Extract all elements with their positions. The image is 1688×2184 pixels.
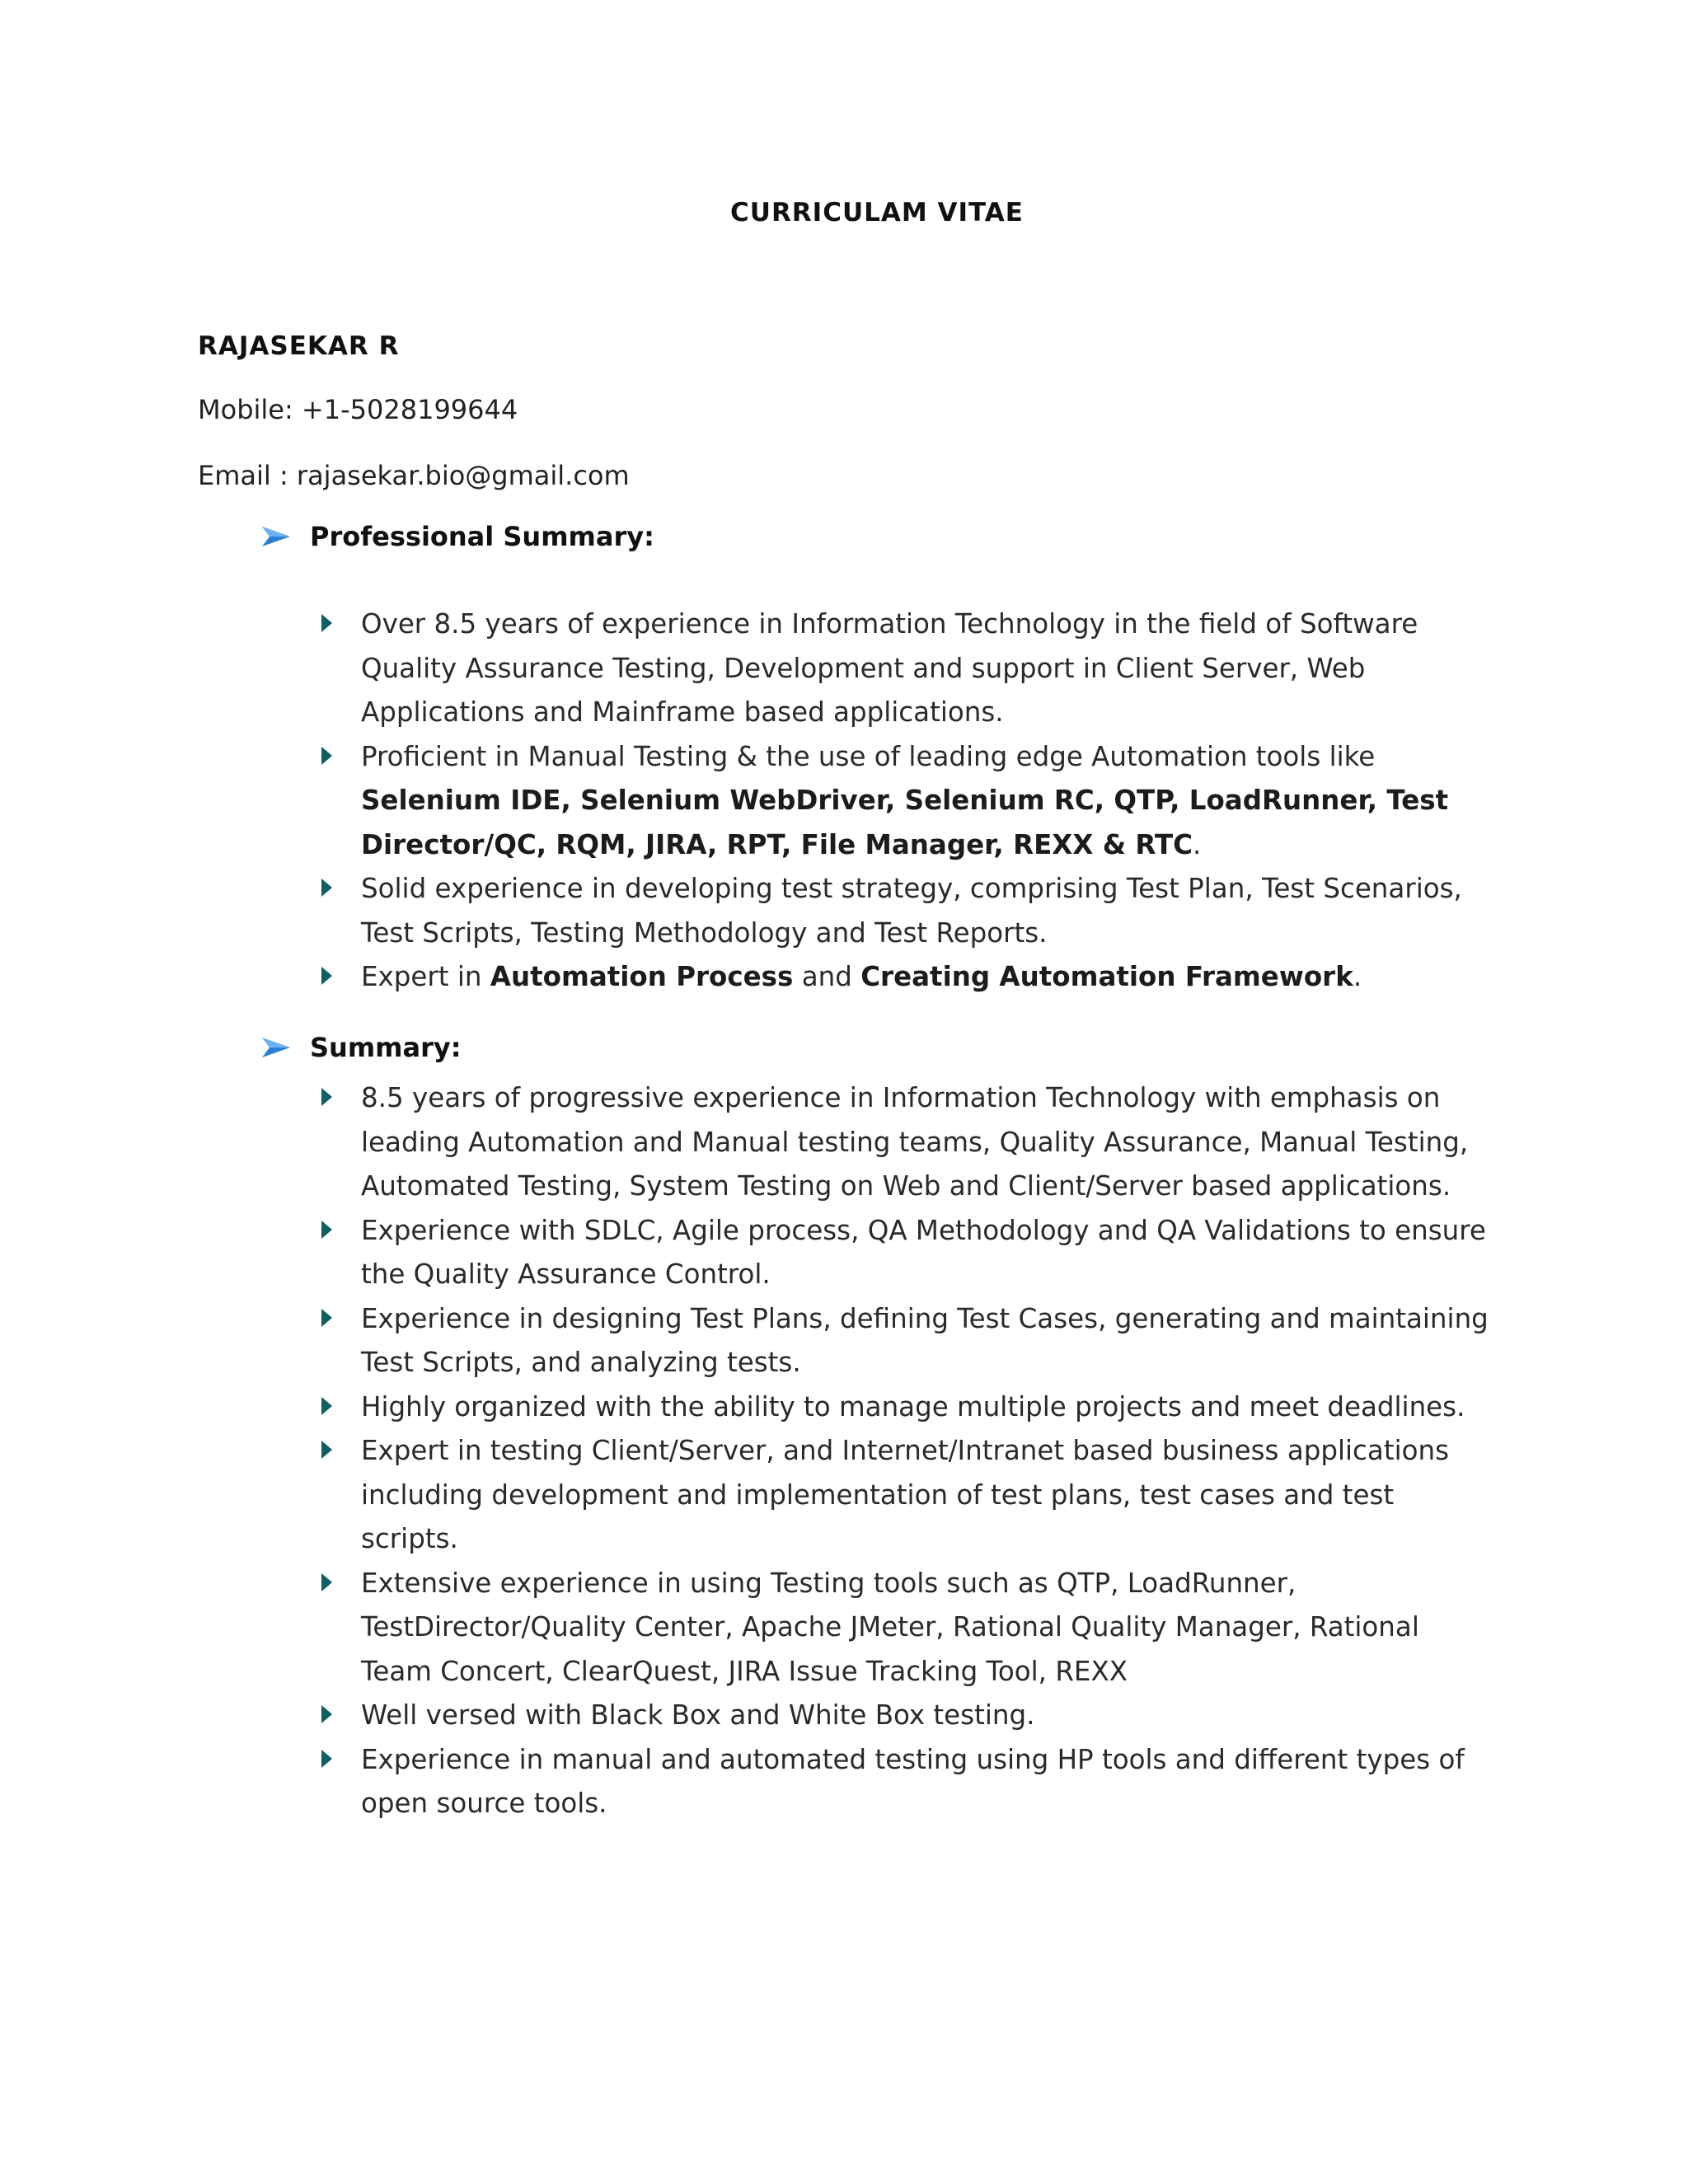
professional-summary-list [320,602,1490,1000]
triangle-bullet-icon [321,747,332,765]
tools-list: Selenium IDE, Selenium WebDriver, Selenium RC, QTP, LoadRunner, Test Director/QC, RQM, JIRA, RPT, File Manager, REXX & RTC [361,785,1449,860]
document-title: CURRICULAM VITAE [730,198,1024,227]
professional-summary-heading [262,521,654,552]
list-item: Extensive experience in using Testing tools such as QTP, LoadRunner, TestDirector/Quality Center, Apache JMeter, Rational Quality Manager, Rational Team Concert, ClearQuest, JIRA Issue Tracking Tool, REXX [320,1562,1490,1694]
emphasis-text: Creating Automation Framework [860,961,1353,992]
section-title: Professional Summary: [310,521,654,552]
list-item: Highly organized with the ability to manage multiple projects and meet deadlines. [320,1385,1490,1430]
triangle-bullet-icon [321,614,332,632]
list-item: Well versed with Black Box and White Box testing. [320,1694,1490,1738]
triangle-bullet-icon [321,967,332,985]
list-item: Proficient in Manual Testing & the use of leading edge Automation tools like Selenium IDE, Selenium WebDriver, Selenium RC, QTP, LoadRunner, Test Director/QC, RQM, JIRA, RPT, File Manager, REXX & RTC. [320,735,1490,868]
triangle-bullet-icon [321,1441,332,1459]
email-address[interactable]: rajasekar.bio@gmail.com [296,460,630,491]
list-item: 8.5 years of progressive experience in Information Technology with emphasis on leading Automation and Manual testing teams, Quality Assurance, Manual Testing, Automated Testing, System Testing on Web and Client/Server based applications. [320,1076,1490,1209]
list-item: Expert in Automation Process and Creating Automation Framework. [320,955,1490,1000]
summary-heading [262,1032,462,1063]
triangle-bullet-icon [321,1573,332,1591]
triangle-bullet-icon [321,1221,332,1239]
email-label: Email : [198,460,288,491]
list-item: Experience with SDLC, Agile process, QA Methodology and QA Validations to ensure the Quality Assurance Control. [320,1209,1490,1297]
email-line [198,460,630,491]
triangle-bullet-icon [321,1750,332,1768]
triangle-bullet-icon [321,1088,332,1106]
mobile-label: Mobile: [198,394,293,425]
arrow-bullet-icon [262,1037,290,1058]
list-item: Expert in testing Client/Server, and Internet/Intranet based business applications including development and implementation of test plans, test cases and test scripts. [320,1429,1490,1562]
triangle-bullet-icon [321,879,332,897]
list-item: Over 8.5 years of experience in Information Technology in the field of Software Quality Assurance Testing, Development and support in Client Server, Web Applications and Mainframe based applications. [320,602,1490,735]
triangle-bullet-icon [321,1705,332,1723]
triangle-bullet-icon [321,1397,332,1415]
triangle-bullet-icon [321,1309,332,1327]
mobile-line [198,394,518,425]
arrow-bullet-icon [262,526,290,547]
summary-list [320,1076,1490,1826]
list-item: Experience in designing Test Plans, defining Test Cases, generating and maintaining Test Scripts, and analyzing tests. [320,1297,1490,1385]
section-title: Summary: [310,1032,462,1063]
emphasis-text: Automation Process [490,961,794,992]
list-item: Solid experience in developing test strategy, comprising Test Plan, Test Scenarios, Test Scripts, Testing Methodology and Test Reports. [320,867,1490,955]
mobile-number: +1-5028199644 [301,394,518,425]
list-item: Experience in manual and automated testing using HP tools and different types of open source tools. [320,1738,1490,1826]
candidate-name: RAJASEKAR R [198,331,400,361]
